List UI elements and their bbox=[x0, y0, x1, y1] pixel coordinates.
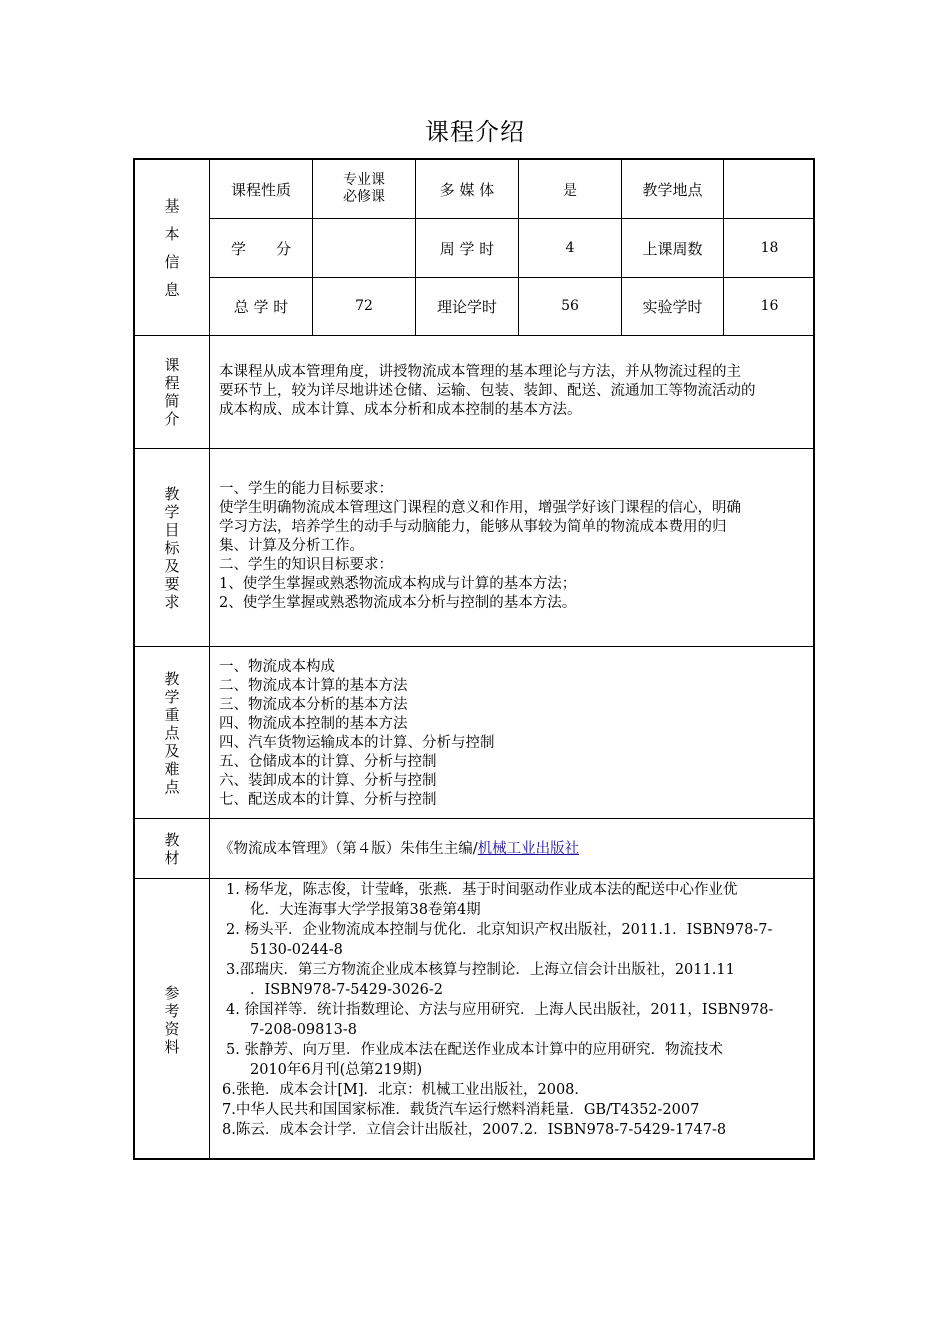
references-list bbox=[222, 880, 811, 1140]
references-label bbox=[135, 879, 209, 1160]
label-char: 考 bbox=[164, 1001, 180, 1020]
label-char: 难 bbox=[164, 759, 180, 778]
text-line: 二、物流成本计算的基本方法 bbox=[219, 678, 408, 694]
publisher-link[interactable]: 机械工业出版社 bbox=[477, 841, 580, 857]
reference-line: 6.张艳．成本会计[M]．北京：机械工业出版社，2008． bbox=[222, 1082, 589, 1098]
label-char: 学 bbox=[164, 687, 180, 706]
label-char: 及 bbox=[164, 741, 180, 760]
label-char: 材 bbox=[164, 848, 180, 867]
reference-line: 5. 张静芳、向万里．作业成本法在配送作业成本计算中的应用研究．物流技术 bbox=[226, 1042, 723, 1058]
textbook-text bbox=[219, 840, 813, 859]
reference-item bbox=[222, 1100, 811, 1120]
weekly-hours-label: 周 学 时 bbox=[439, 239, 495, 258]
label-char: 程 bbox=[164, 374, 180, 392]
reference-line: ．ISBN978-7-5429-3026-2 bbox=[250, 982, 444, 998]
weeks-label: 上课周数 bbox=[642, 239, 703, 258]
section-divider bbox=[135, 878, 815, 879]
section-divider bbox=[135, 448, 815, 449]
course-intro-label bbox=[135, 336, 209, 448]
label-char: 课 bbox=[164, 356, 180, 374]
text-line: 七、配送成本的计算、分析与控制 bbox=[219, 792, 437, 808]
reference-item bbox=[222, 1080, 811, 1100]
reference-line: 1. 杨华龙，陈志俊，计莹峰，张燕．基于时间驱动作业成本法的配送中心作业优 bbox=[226, 882, 738, 898]
reference-line: 5130-0244-8 bbox=[250, 942, 343, 958]
teaching-goals-text bbox=[219, 480, 813, 613]
text-line: 本课程从成本管理角度，讲授物流成本管理的基本理论与方法，并从物流过程的主 bbox=[219, 364, 741, 380]
text-line: 五、仓储成本的计算、分析与控制 bbox=[219, 754, 437, 770]
reference-item bbox=[226, 880, 811, 920]
location-value bbox=[724, 160, 815, 218]
page-title: 课程介绍 bbox=[425, 118, 525, 146]
location-label: 教学地点 bbox=[642, 180, 703, 199]
credit-value bbox=[313, 219, 415, 277]
reference-item bbox=[226, 1000, 811, 1040]
course-nature-value-2: 必修课 bbox=[343, 189, 385, 205]
label-char: 点 bbox=[164, 777, 180, 796]
text-line: 一、学生的能力目标要求： bbox=[219, 481, 393, 497]
label-char: 资 bbox=[164, 1019, 180, 1038]
text-line: 四、物流成本控制的基本方法 bbox=[219, 716, 408, 732]
label-char: 教 bbox=[164, 484, 180, 503]
label-char: 基 bbox=[164, 196, 180, 215]
course-info-table bbox=[133, 158, 815, 1160]
section-divider bbox=[135, 335, 815, 336]
reference-line: 4. 徐国祥等．统计指数理论、方法与应用研究．上海人民出版社，2011，ISBN978- bbox=[226, 1002, 774, 1018]
reference-line: 化．大连海事大学学报第38卷第4期 bbox=[250, 902, 481, 918]
key-points-text bbox=[219, 658, 813, 810]
text-line: 四、汽车货物运输成本的计算、分析与控制 bbox=[219, 735, 495, 751]
text-line: 三、物流成本分析的基本方法 bbox=[219, 697, 408, 713]
total-hours-value: 72 bbox=[355, 298, 373, 314]
course-nature-value bbox=[313, 160, 415, 218]
text-line: 二、学生的知识目标要求： bbox=[219, 557, 393, 573]
text-line: 六、装卸成本的计算、分析与控制 bbox=[219, 773, 437, 789]
label-char: 重 bbox=[164, 705, 180, 724]
reference-item bbox=[222, 1120, 811, 1140]
label-char: 学 bbox=[164, 502, 180, 521]
label-char: 标 bbox=[164, 538, 180, 557]
reference-item bbox=[226, 920, 811, 960]
textbook-label bbox=[135, 819, 209, 878]
label-char: 求 bbox=[164, 592, 180, 611]
text-line: 一、物流成本构成 bbox=[219, 659, 335, 675]
label-char: 要 bbox=[164, 574, 180, 593]
reference-line: 2. 杨头平．企业物流成本控制与优化．北京知识产权出版社，2011.1．ISBN978-7- bbox=[226, 922, 773, 938]
total-hours-label: 总 学 时 bbox=[233, 298, 289, 316]
course-nature-label: 课程性质 bbox=[230, 180, 291, 199]
credit-label: 学 分 bbox=[230, 239, 291, 258]
label-char: 教 bbox=[164, 830, 180, 849]
text-line: 要环节上，较为详尽地讲述仓储、运输、包装、装卸、配送、流通加工等物流活动的 bbox=[219, 383, 756, 399]
course-intro-text bbox=[219, 363, 813, 420]
text-line: 集、计算及分析工作。 bbox=[219, 538, 364, 554]
multimedia-label: 多 媒 体 bbox=[439, 180, 495, 199]
lab-hours-value: 16 bbox=[760, 298, 779, 314]
label-char: 信 bbox=[164, 252, 180, 271]
label-char: 本 bbox=[164, 224, 180, 243]
reference-item bbox=[226, 1040, 811, 1080]
text-line: 2、使学生掌握或熟悉物流成本分析与控制的基本方法。 bbox=[219, 595, 577, 611]
label-char: 参 bbox=[164, 983, 180, 1002]
section-divider bbox=[135, 646, 815, 647]
label-char: 料 bbox=[164, 1037, 180, 1056]
reference-line: 8.陈云．成本会计学．立信会计出版社，2007.2．ISBN978-7-5429-1747-8 bbox=[222, 1122, 727, 1138]
theory-hours-value: 56 bbox=[561, 298, 579, 314]
label-char: 目 bbox=[164, 520, 180, 539]
section-divider bbox=[135, 818, 815, 819]
text-line: 1、使学生掌握或熟悉物流成本构成与计算的基本方法； bbox=[219, 576, 577, 592]
basic-info-label bbox=[135, 160, 209, 335]
text-line: 成本构成、成本计算、成本分析和成本控制的基本方法。 bbox=[219, 402, 582, 418]
label-char: 教 bbox=[164, 669, 180, 688]
multimedia-value: 是 bbox=[563, 182, 577, 199]
lab-hours-label: 实验学时 bbox=[642, 298, 703, 316]
reference-item bbox=[226, 960, 811, 1000]
label-char: 简 bbox=[164, 392, 180, 410]
label-char: 介 bbox=[164, 410, 180, 428]
reference-line: 7-208-09813-8 bbox=[250, 1022, 357, 1038]
teaching-goals-label bbox=[135, 449, 209, 646]
label-char: 及 bbox=[164, 556, 180, 575]
weekly-hours-value: 4 bbox=[565, 239, 575, 256]
textbook-title: 《物流成本管理》（第４版）朱伟生主编/ bbox=[219, 841, 478, 857]
text-line: 学习方法，培养学生的动手与动脑能力，能够从事较为简单的物流成本费用的归 bbox=[219, 519, 727, 535]
theory-hours-label: 理论学时 bbox=[436, 298, 497, 316]
reference-line: 2010年6月刊(总第219期) bbox=[250, 1062, 423, 1078]
weeks-value: 18 bbox=[760, 239, 779, 256]
course-nature-value-1: 专业课 bbox=[343, 172, 385, 188]
text-line: 使学生明确物流成本管理这门课程的意义和作用，增强学好该门课程的信心，明确 bbox=[219, 500, 741, 516]
label-char: 息 bbox=[164, 280, 180, 299]
reference-line: 3.邵瑞庆．第三方物流企业成本核算与控制论．上海立信会计出版社，2011.11 bbox=[226, 962, 735, 978]
reference-line: 7.中华人民共和国国家标准．载货汽车运行燃料消耗量．GB/T4352-2007 bbox=[222, 1102, 700, 1118]
label-char: 点 bbox=[164, 723, 180, 742]
key-points-label bbox=[135, 647, 209, 818]
